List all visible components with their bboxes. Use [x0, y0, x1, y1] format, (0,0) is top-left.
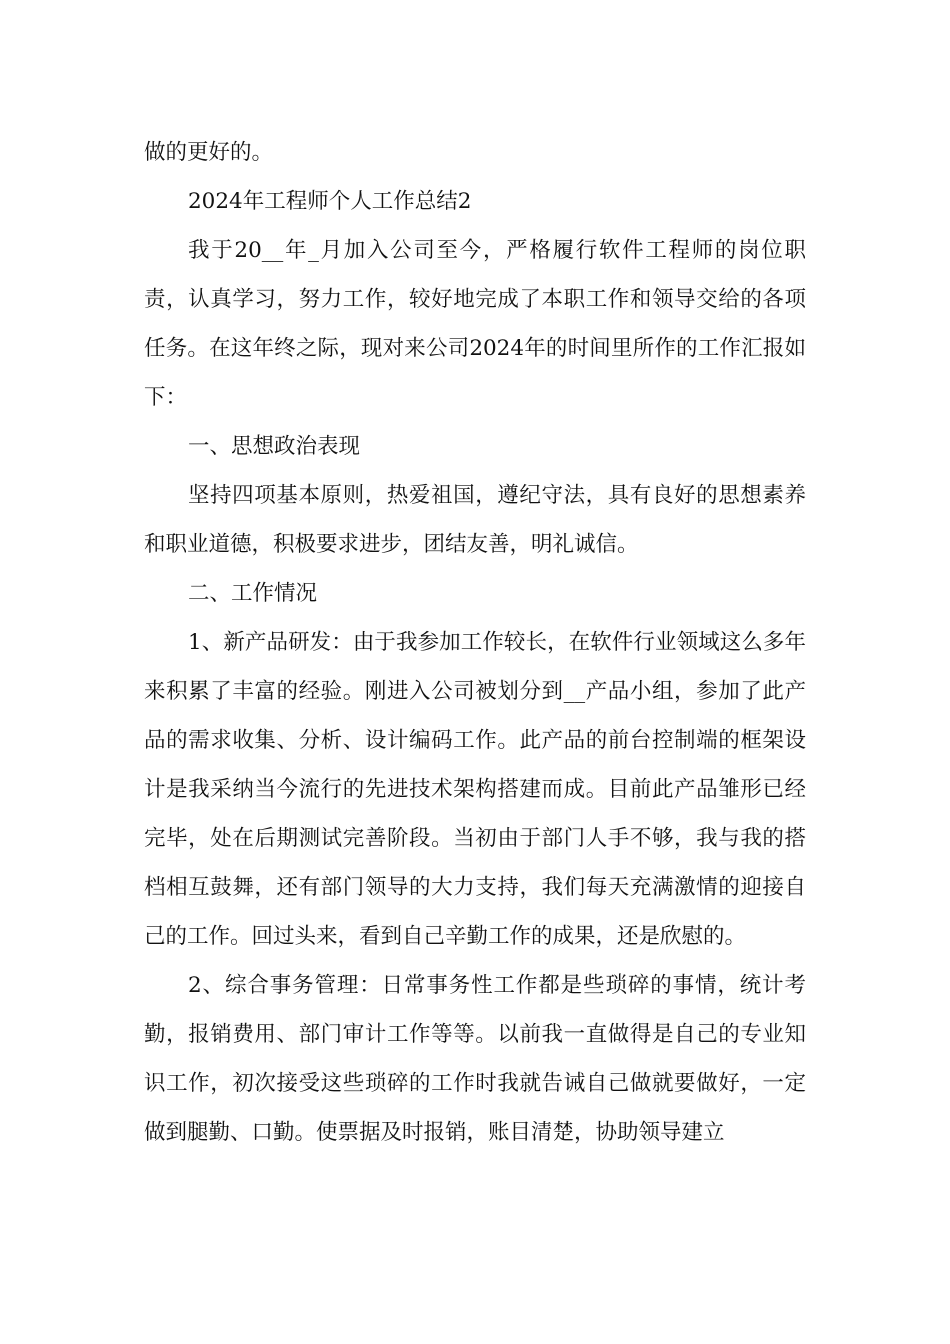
heading-political-performance: 一、思想政治表现 — [188, 434, 361, 459]
paragraph-intro: 我于20__年_月加入公司至今，严格履行软件工程师的岗位职责，认真学习，努力工作，较好地完成了本职工作和领导交给的各项任务。在这年终之际，现对来公司2024年的时间里所作的工作汇报如下： — [144, 238, 806, 410]
paragraph-product-development: 1、新产品研发：由于我参加工作较长，在软件行业领域这么多年来积累了丰富的经验。刚进入公司被划分到__产品小组，参加了此产品的需求收集、分析、设计编码工作。此产品的前台控制端的框架设计是我采纳当今流行的先进技术架构搭建而成。目前此产品雏形已经完毕，处在后期测试完善阶段。当初由于部门人手不够，我与我的搭档相互鼓舞，还有部门领导的大力支持，我们每天充满激情的迎接自己的工作。回过头来，看到自己辛勤工作的成果，还是欣慰的。 — [144, 630, 806, 949]
section-title: 2024年工程师个人工作总结2 — [188, 189, 472, 214]
paragraph-affairs-management: 2、综合事务管理：日常事务性工作都是些琐碎的事情，统计考勤，报销费用、部门审计工作等等。以前我一直做得是自己的专业知识工作，初次接受这些琐碎的工作时我就告诫自己做就要做好，一定做到腿勤、口勤。使票据及时报销，账目清楚，协助领导建立 — [144, 973, 806, 1145]
paragraph-political-performance: 坚持四项基本原则，热爱祖国，遵纪守法，具有良好的思想素养和职业道德，积极要求进步，团结友善，明礼诚信。 — [144, 483, 806, 557]
paragraph-continuation: 做的更好的。 — [144, 140, 274, 165]
heading-work-status: 二、工作情况 — [188, 581, 318, 606]
document-body — [144, 128, 806, 1157]
